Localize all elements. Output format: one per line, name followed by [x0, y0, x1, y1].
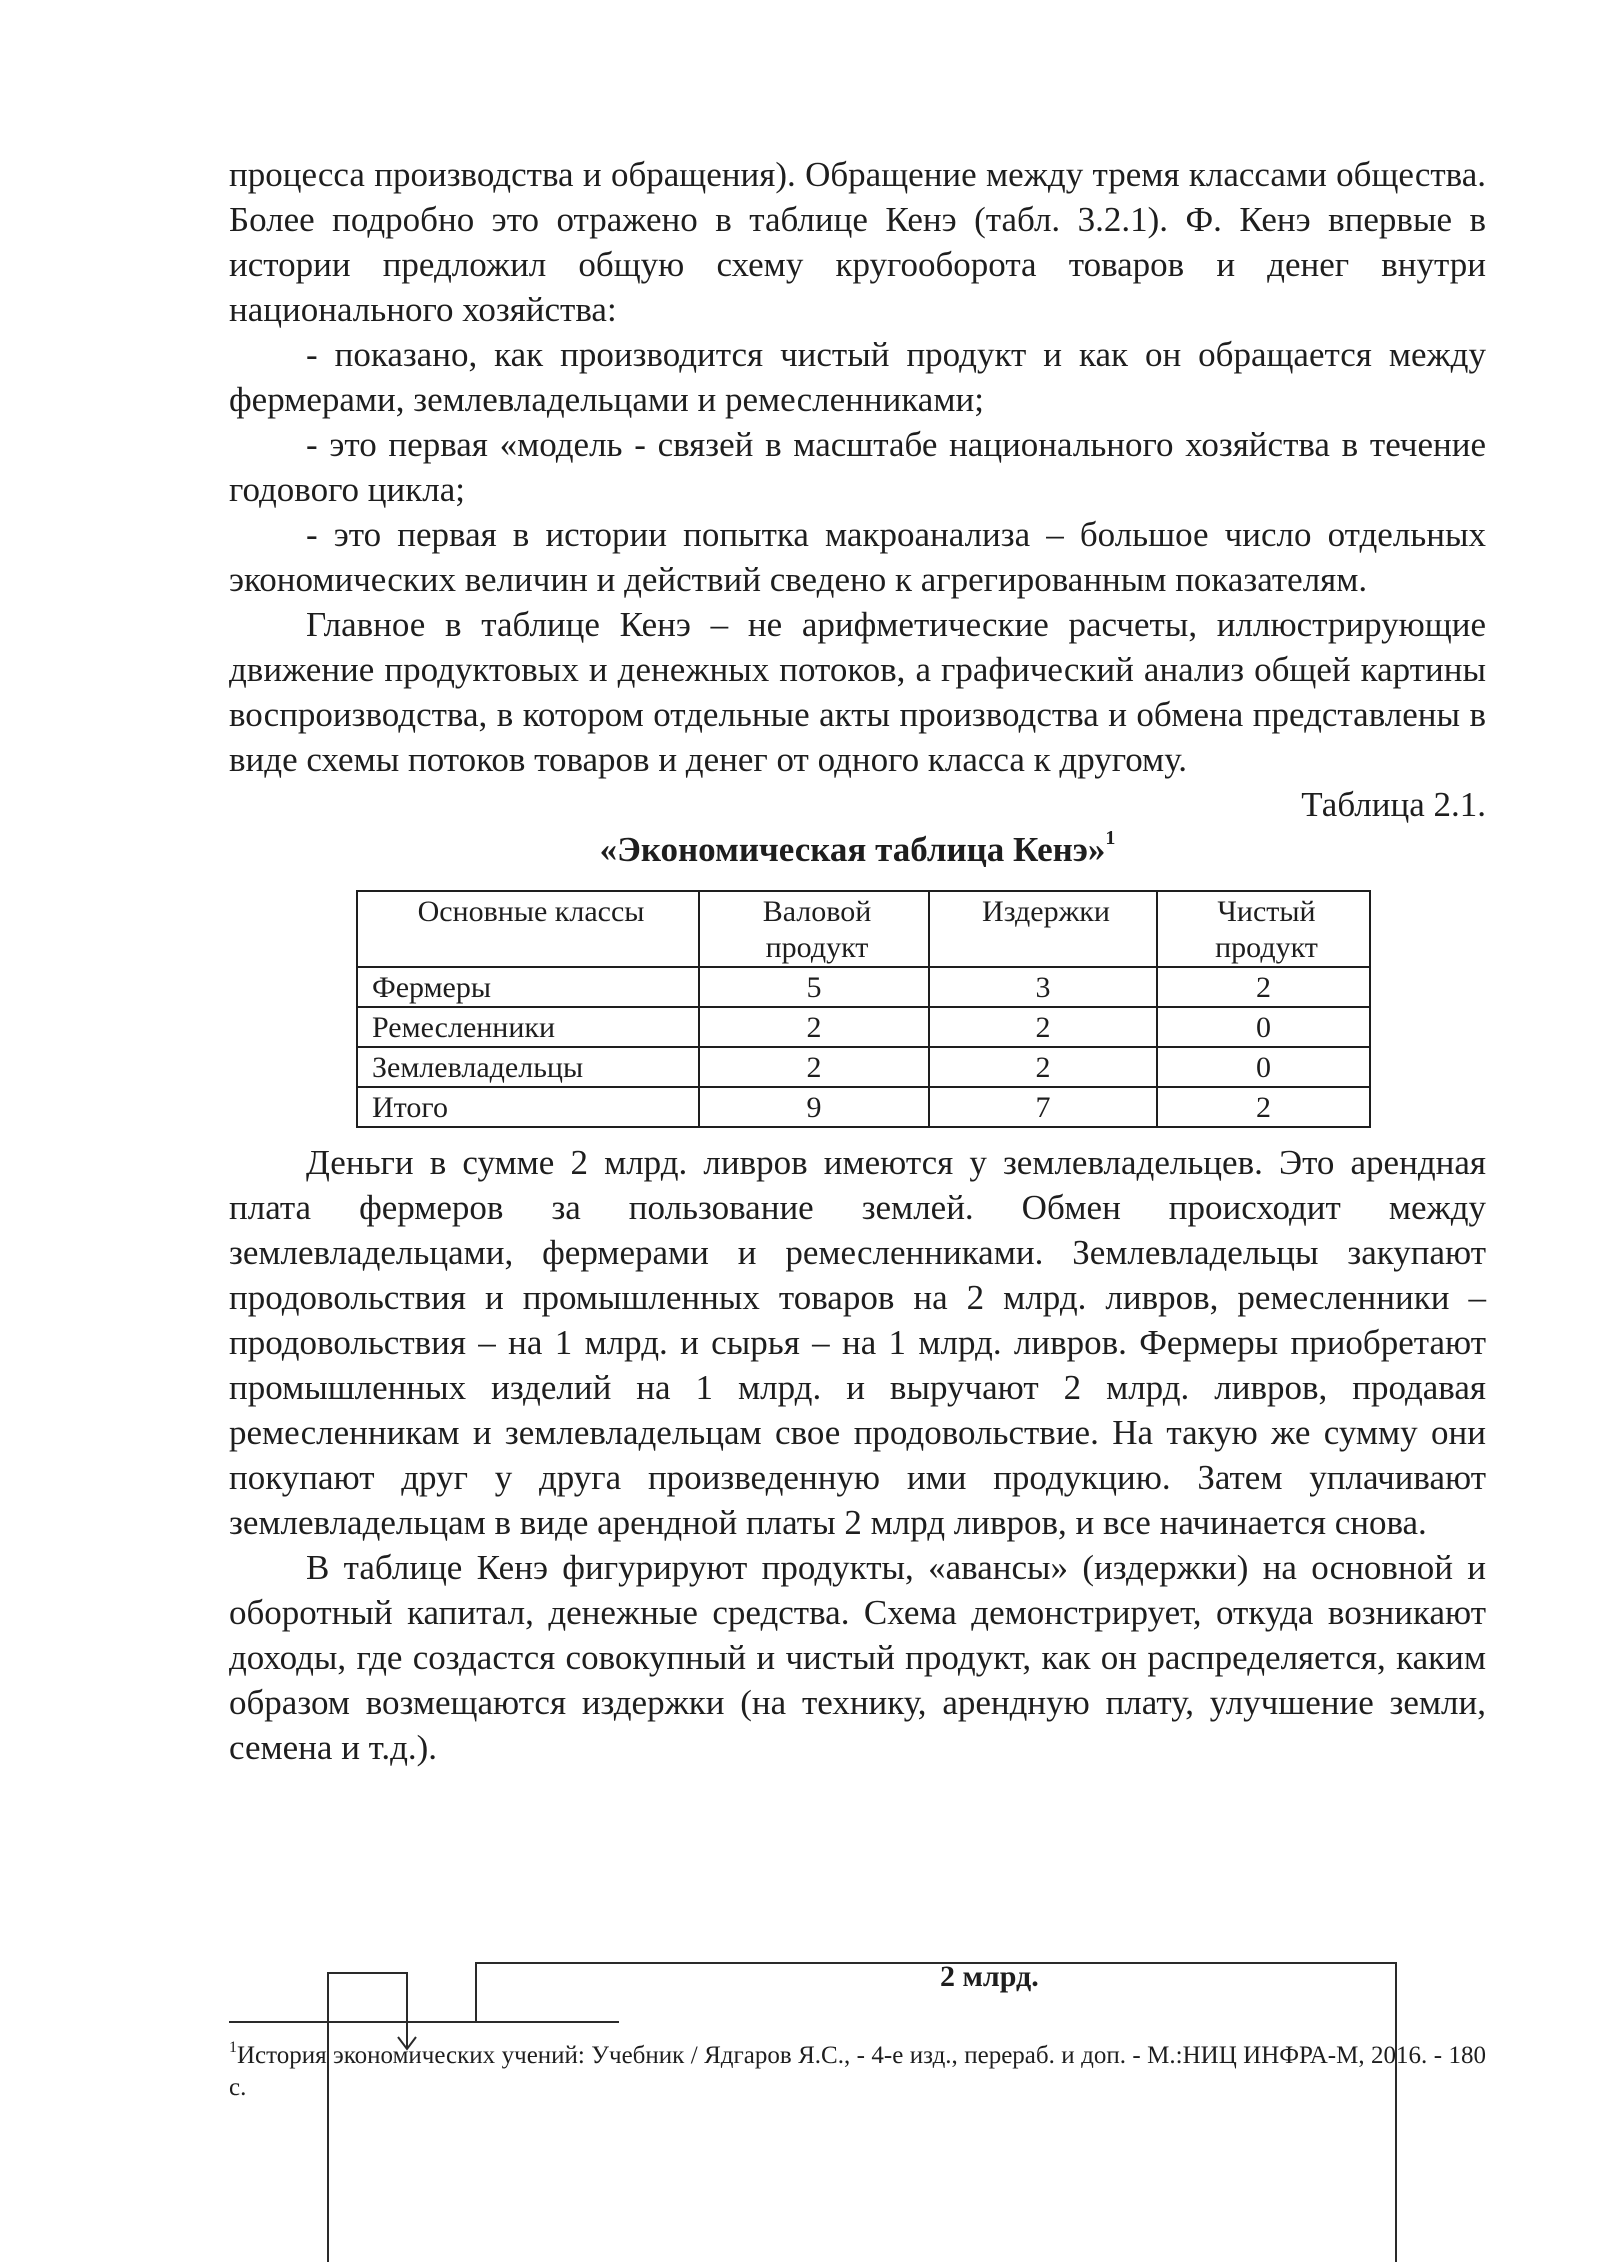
paragraph-intro: процесса производства и обращения). Обращение между тремя классами общества. Более подробно это отражено в таблице Кенэ (табл. 3.2.1). Ф. Кенэ впервые в истории предложил общую схему кругооборота товаров и денег внутри национального хозяйства:	[229, 155, 1486, 329]
cell-gross: 5	[699, 967, 929, 1007]
paragraph-money-flow: Деньги в сумме 2 млрд. ливров имеются у землевладельцев. Это арендная плата фермеров за пользование землей. Обмен происходит между землевладельцами, фермерами и ремесленниками. Землевладельцы закупают продовольствия и промышленных товаров на 2 млрд. ливров, ремесленники – продовольствия – на 1 млрд. и сырья – на 1 млрд. ливров. Фермеры приобретают промышленных изделий на 1 млрд. и выручают 2 млрд. ливров, продавая ремесленникам и землевладельцам свое продовольствие. На такую же сумму они покупают друг у друга произведенную ими продукцию. Затем уплачивают землевладельцам в виде арендной платы 2 млрд ливров, и все начинается снова.	[229, 1143, 1486, 1542]
cell-net: 0	[1157, 1047, 1370, 1087]
cell-net: 0	[1157, 1007, 1370, 1047]
row-label: Землевладельцы	[357, 1047, 699, 1087]
cell-costs: 7	[929, 1087, 1157, 1127]
row-label: Итого	[357, 1087, 699, 1127]
cell-gross: 2	[699, 1007, 929, 1047]
header-net-product: Чистый продукт	[1157, 891, 1370, 967]
table-row-total	[357, 1087, 1370, 1127]
table-header-row	[357, 891, 1370, 967]
cell-gross: 2	[699, 1047, 929, 1087]
bullet-item-3: - это первая в истории попытка макроанализа – большое число отдельных экономических величин и действий сведено к агрегированным показателям.	[229, 515, 1486, 599]
cell-gross: 9	[699, 1087, 929, 1127]
footnote-mark: 1	[229, 2038, 237, 2056]
paragraph-main-idea: Главное в таблице Кенэ – не арифметические расчеты, иллюстрирующие движение продуктовых и денежных потоков, а графический анализ общей картины воспроизводства, в котором отдельные акты производства и обмена представлены в виде схемы потоков товаров и денег от одного класса к другому.	[229, 605, 1486, 779]
table-row	[357, 1007, 1370, 1047]
diagram-top-line	[475, 1962, 1397, 1964]
body-text	[229, 152, 1486, 1770]
table-container	[229, 890, 1486, 1128]
bullet-item-2: - это первая «модель - связей в масштабе национального хозяйства в течение годового цикла;	[229, 425, 1486, 509]
table-row	[357, 1047, 1370, 1087]
footnote-separator	[229, 2021, 619, 2023]
table-title-text: «Экономическая таблица Кенэ»	[599, 830, 1106, 869]
table-row	[357, 967, 1370, 1007]
cell-net: 2	[1157, 1087, 1370, 1127]
header-costs: Издержки	[929, 891, 1157, 967]
header-gross-product: Валовой продукт	[699, 891, 929, 967]
footnote	[229, 2040, 1486, 2104]
cell-costs: 3	[929, 967, 1157, 1007]
paragraph-scheme: В таблице Кенэ фигурируют продукты, «авансы» (издержки) на основной и оборотный капитал, денежные средства. Схема демонстрирует, откуда возникают доходы, где создастся совокупный и чистый продукт, как он распределяется, каким образом возмещаются издержки (на технику, арендную плату, улучшение земли, семена и т.д.).	[229, 1548, 1486, 1767]
diagram-box-left	[327, 1972, 329, 2262]
table-title	[229, 827, 1486, 872]
row-label: Ремесленники	[357, 1007, 699, 1047]
cell-costs: 2	[929, 1007, 1157, 1047]
diagram-box-right	[406, 1972, 408, 2022]
footnote-text: История экономических учений: Учебник / Ядгаров Я.С., - 4-е изд., перераб. и доп. - М.:НИЦ ИНФРА-М, 2016. - 180 с.	[229, 2042, 1486, 2101]
row-label: Фермеры	[357, 967, 699, 1007]
diagram-right-line	[1395, 1962, 1397, 2262]
cell-net: 2	[1157, 967, 1370, 1007]
header-classes: Основные классы	[357, 891, 699, 967]
diagram-mid-vertical	[475, 1962, 477, 2022]
bullet-item-1: - показано, как производится чистый продукт и как он обращается между фермерами, землевладельцами и ремесленниками;	[229, 335, 1486, 419]
table-number: Таблица 2.1.	[1301, 785, 1486, 824]
diagram-box-top	[327, 1972, 407, 1974]
cell-costs: 2	[929, 1047, 1157, 1087]
footnote-reference: 1	[1105, 827, 1116, 850]
diagram-label: 2 млрд.	[940, 1960, 1039, 1993]
kene-table	[356, 890, 1371, 1128]
